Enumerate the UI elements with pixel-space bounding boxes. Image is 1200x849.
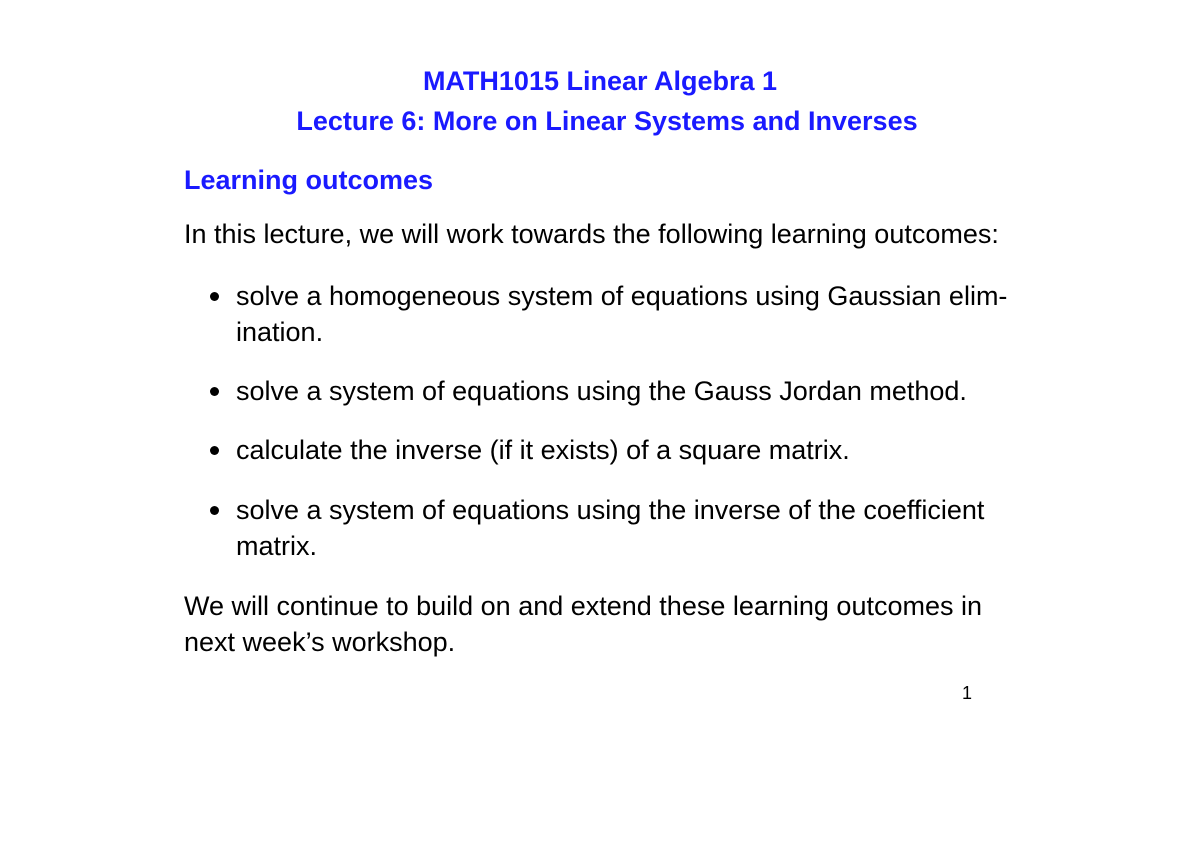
section-heading: Learning outcomes xyxy=(184,165,434,195)
closing-paragraph xyxy=(184,588,982,660)
list-item-line: solve a system of equations using the inverse of the coefficient xyxy=(236,495,985,525)
lecture-title: Lecture 6: More on Linear Systems and Inverses xyxy=(296,106,918,136)
list-item-line: solve a homogeneous system of equations using Gaussian elim- xyxy=(236,281,1008,311)
closing-line: next week’s workshop. xyxy=(184,627,456,657)
bullet-icon xyxy=(210,506,219,515)
bullet-icon xyxy=(210,446,219,455)
page-number: 1 xyxy=(962,683,973,703)
course-title: MATH1015 Linear Algebra 1 xyxy=(422,66,778,96)
list-item-line: ination. xyxy=(236,317,324,347)
list-item-line: calculate the inverse (if it exists) of a square matrix. xyxy=(236,435,850,465)
list-item xyxy=(236,278,1007,350)
list-item-line: matrix. xyxy=(236,531,317,561)
list-item xyxy=(236,373,967,409)
list-item-line: solve a system of equations using the Gauss Jordan method. xyxy=(236,376,967,406)
bullet-icon xyxy=(210,387,219,396)
bullet-icon xyxy=(210,292,219,301)
list-item xyxy=(236,492,984,564)
closing-line: We will continue to build on and extend these learning outcomes in xyxy=(184,591,983,621)
list-item xyxy=(236,432,850,468)
intro-paragraph: In this lecture, we will work towards the following learning outcomes: xyxy=(184,219,999,249)
